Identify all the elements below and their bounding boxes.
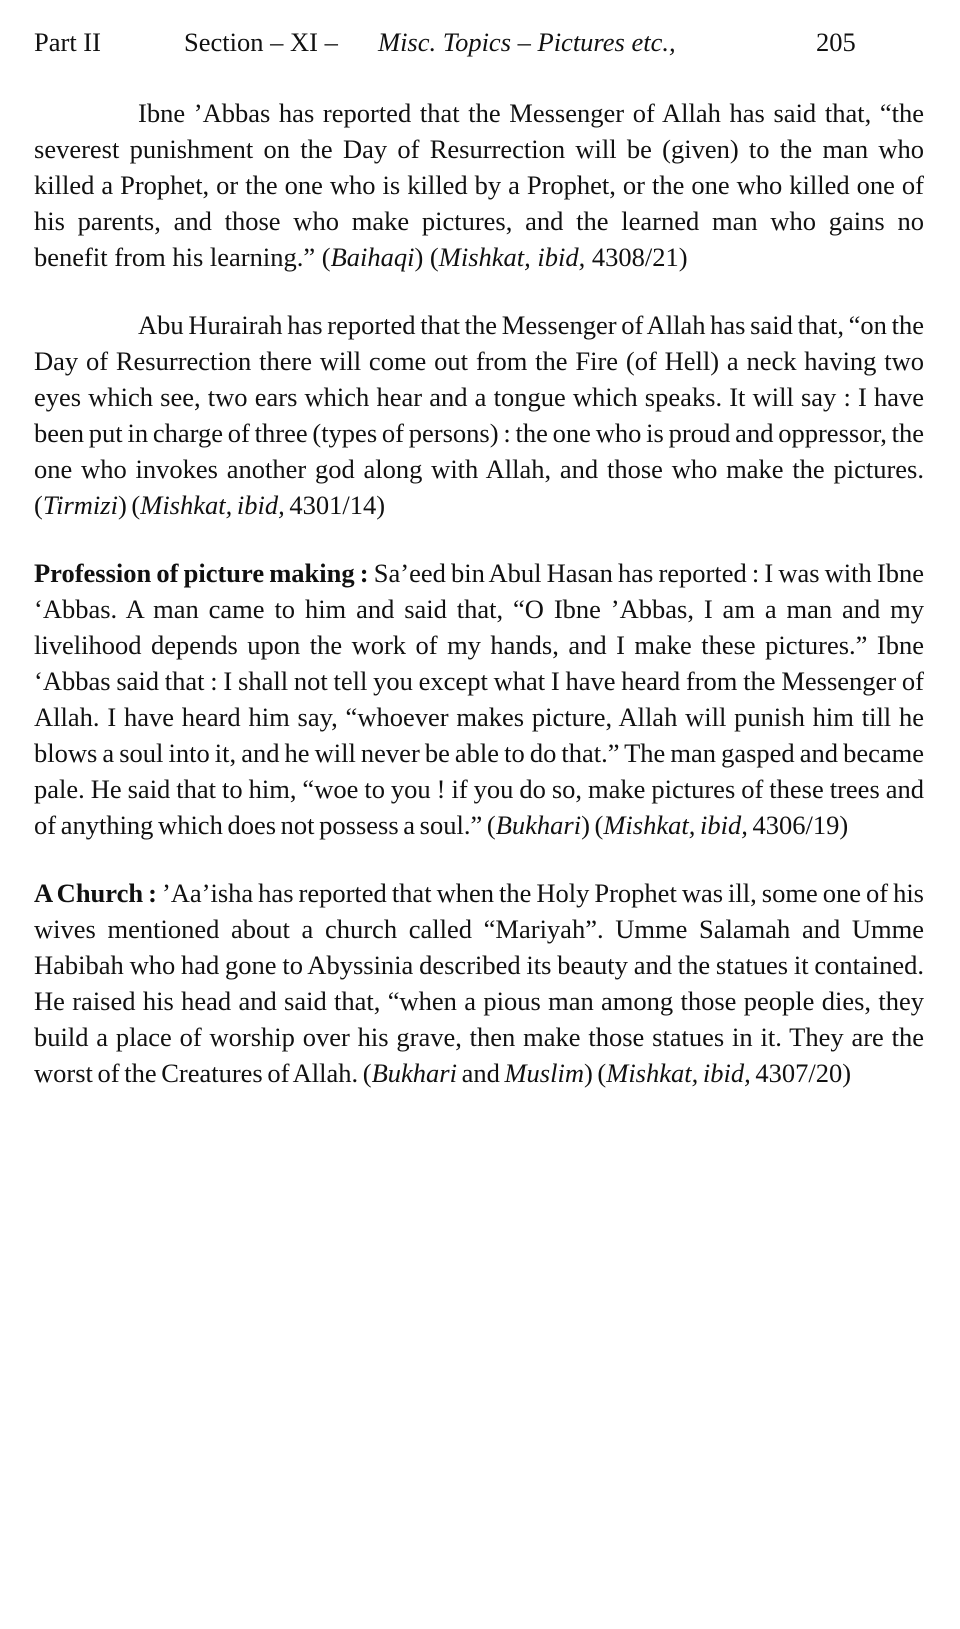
paragraph-church: A Church : ’Aa’isha has reported that when the Holy Prophet was ill, some one of his wives mentioned about a church called “Mariyah”. Umme Salamah and Umme Habibah who had gone to Abyssinia described its beauty and the statues it contained. He raised his head and said that, “when a pious man among those people dies, they build a place of worship over his grave, then make those statues in it. They are the worst of the Creatures of Allah. (Bukhari and Muslim) (Mishkat, ibid, 4307/20) (34, 878, 924, 1088)
section-heading: Profession of picture making : (34, 558, 369, 588)
citation-title: Mishkat, ibid, (438, 242, 586, 272)
header-topic: Misc. Topics – Pictures etc., (378, 27, 676, 57)
header-part: Part II (34, 27, 101, 57)
section-heading: A Church : (34, 878, 157, 908)
citation-number: 4301/14 (289, 490, 377, 520)
citation-source: Bukhari (371, 1058, 457, 1088)
citation-source: Bukhari (495, 810, 582, 840)
running-header (34, 22, 890, 62)
citation-title: Mishkat, ibid, (603, 810, 748, 840)
paragraph-abu-hurairah: Abu Hurairah has reported that the Messenger of Allah has said that, “on the Day of Resurrection there will come out from the Fire (of Hell) a neck having two eyes which see, two ears which hear and a tongue which speaks. It will say : I have been put in charge of three (types of persons) : the one who is proud and oppressor, the one who invokes another god along with Allah, and those who make the pictures. (Tirmizi) (Mishkat, ibid, 4301/14) (34, 310, 924, 520)
citation-number: 4306/19 (752, 810, 840, 840)
citation-number: 4308/21 (591, 242, 679, 272)
paragraph-text: Abu Hurairah has reported that the Messenger of Allah has said that, “on the Day of Resurrection there will come out from the Fire (of Hell) a neck having two eyes which see, two ears which hear and a tongue which speaks. It will say : I have been put in charge of three (types of persons) : the one who is proud and oppressor, the one who invokes another god along with Allah, and those who make the pictures. (34, 310, 924, 484)
paragraph-text: ’Aa’isha has reported that when the Holy Prophet was ill, some one of his wives mentioned about a church called “Mariyah”. Umme Salamah and Umme Habibah who had gone to Abyssinia described its beauty and the statues it contained. He raised his head and said that, “when a pious man among those people dies, they build a place of worship over his grave, then make those statues in it. They are the worst of the Creatures of Allah. (34, 878, 924, 1088)
page-number: 205 (816, 27, 856, 57)
citation-title: Mishkat, ibid, (606, 1058, 751, 1088)
paragraph-ibne-abbas: Ibne ’Abbas has reported that the Messenger of Allah has said that, “the severest punishment on the Day of Resurrection will be (given) to the man who killed a Prophet, or the one who is killed by a Prophet, or the one who killed one of his parents, and those who make pictures, and the learned man who gains no benefit from his learning.” (Baihaqi) (Mishkat, ibid, 4308/21) (34, 98, 924, 272)
citation-title: Mishkat, ibid, (140, 490, 285, 520)
paragraph-text: Ibne ’Abbas has reported that the Messenger of Allah has said that, “the severest punishment on the Day of Resurrection will be (given) to the man who killed a Prophet, or the one who is killed by a Prophet, or the one who killed one of his parents, and those who make pictures, and the learned man who gains no benefit from his learning.” (34, 98, 924, 272)
paragraph-text: Sa’eed bin Abul Hasan has reported : I was with Ibne ‘Abbas. A man came to him and said that, “O Ibne ’Abbas, I am a man and my livelihood depends upon the work of my hands, and I make these pictures.” Ibne ‘Abbas said that : I shall not tell you except what I have heard from the Messenger of Allah. I have heard him say, “whoever makes picture, Allah will punish him till he blows a soul into it, and he will never be able to do that.” The man gasped and became pale. He said that to him, “woe to you ! if you do so, make pictures of these trees and of anything which does not possess a soul.” (34, 558, 925, 840)
header-section: Section – XI – (184, 27, 338, 57)
body-text (34, 95, 924, 1123)
citation-source: Muslim (504, 1058, 584, 1088)
paragraph-picture-making: Profession of picture making : Sa’eed bin Abul Hasan has reported : I was with Ibne ‘Abbas. A man came to him and said that, “O Ibne ’Abbas, I am a man and my livelihood depends upon the work of my hands, and I make these pictures.” Ibne ‘Abbas said that : I shall not tell you except what I have heard from the Messenger of Allah. I have heard him say, “whoever makes picture, Allah will punish him till he blows a soul into it, and he will never be able to do that.” The man gasped and became pale. He said that to him, “woe to you ! if you do so, make pictures of these trees and of anything which does not possess a soul.” (Bukhari) (Mishkat, ibid, 4306/19) (34, 558, 925, 840)
citation-conjunction: and (461, 1058, 500, 1088)
citation-source: Baihaqi (330, 242, 415, 272)
citation-source: Tirmizi (42, 490, 118, 520)
citation-number: 4307/20 (755, 1058, 843, 1088)
